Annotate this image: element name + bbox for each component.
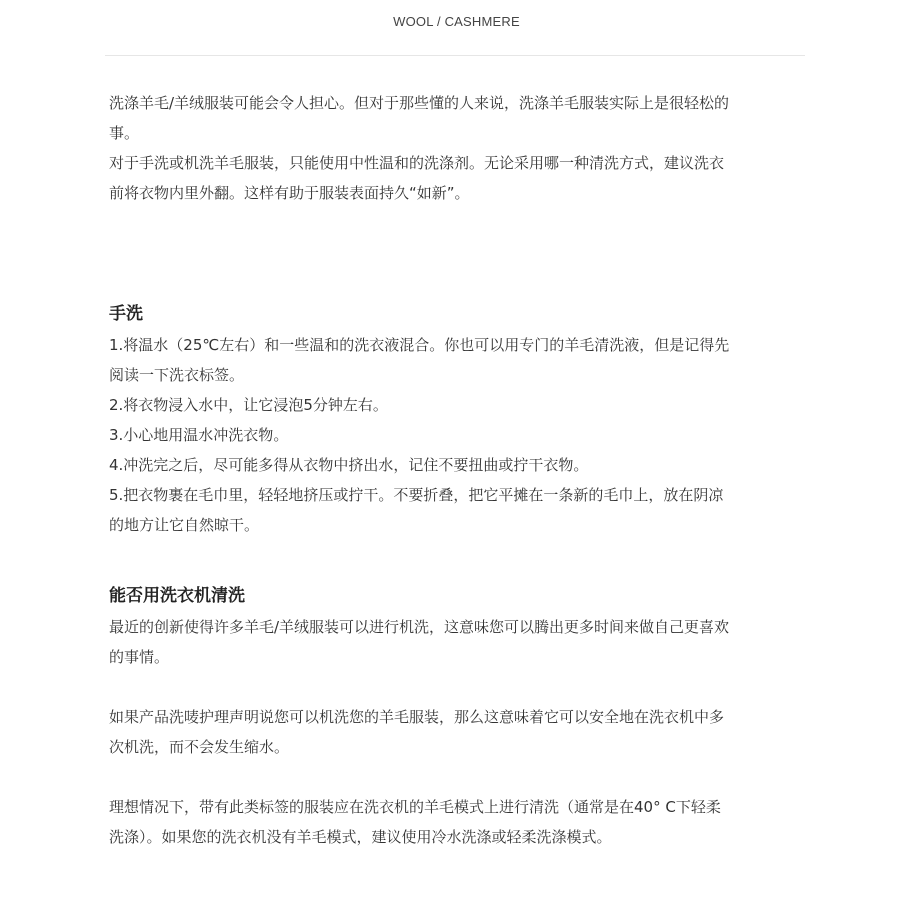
intro-line: 洗涤羊毛/羊绒服装可能会令人担心。但对于那些懂的人来说，洗涤羊毛服装实际上是很轻松的 — [109, 94, 730, 112]
machinewash-line: 最近的创新使得许多羊毛/羊绒服装可以进行机洗，这意味您可以腾出更多时间来做自己更喜欢 — [109, 618, 730, 636]
spacer — [109, 672, 809, 702]
handwash-step-line: 5.把衣物裹在毛巾里，轻轻地挤压或拧干。不要折叠，把它平摊在一条新的毛巾上，放在阴凉 — [109, 486, 724, 504]
handwash-step-line: 4.冲洗完之后，尽可能多得从衣物中挤出水，记住不要扭曲或拧干衣物。 — [109, 456, 589, 474]
page-header — [0, 0, 913, 56]
machinewash-line: 如果产品洗唛护理声明说您可以机洗您的羊毛服装，那么这意味着它可以安全地在洗衣机中多 — [109, 708, 725, 726]
machinewash-paragraph-1 — [109, 612, 809, 672]
header-divider — [105, 55, 805, 56]
machinewash-paragraph-3 — [109, 792, 809, 852]
section-machinewash — [109, 580, 809, 852]
handwash-heading: 手洗 — [109, 304, 143, 324]
intro-line: 前将衣物内里外翻。这样有助于服装表面持久“如新”。 — [109, 184, 470, 202]
machinewash-heading: 能否用洗衣机清洗 — [109, 586, 245, 606]
machinewash-line: 次机洗，而不会发生缩水。 — [109, 738, 290, 756]
machinewash-line: 的事情。 — [109, 648, 170, 666]
machinewash-line: 洗涤）。如果您的洗衣机没有羊毛模式，建议使用冷水洗涤或轻柔洗涤模式。 — [109, 828, 612, 846]
handwash-step-line: 3.小心地用温水冲洗衣物。 — [109, 426, 289, 444]
machinewash-paragraph-2 — [109, 702, 809, 762]
handwash-step-line: 1.将温水（25℃左右）和一些温和的洗衣液混合。你也可以用专门的羊毛清洗液，但是记得先 — [109, 336, 730, 354]
intro-line: 事。 — [109, 124, 140, 142]
handwash-step-line: 阅读一下洗衣标签。 — [109, 366, 245, 384]
handwash-steps — [109, 330, 809, 540]
spacer — [109, 208, 809, 298]
machinewash-line: 理想情况下，带有此类标签的服装应在洗衣机的羊毛模式上进行清洗（通常是在40° C下轻柔 — [109, 798, 721, 816]
handwash-step-line: 2.将衣物浸入水中，让它浸泡5分钟左右。 — [109, 396, 388, 414]
spacer — [109, 762, 809, 792]
article-body — [109, 88, 809, 852]
intro-paragraph — [109, 88, 809, 208]
spacer — [109, 540, 809, 580]
handwash-step-line: 的地方让它自然晾干。 — [109, 516, 260, 534]
intro-line: 对于手洗或机洗羊毛服装，只能使用中性温和的洗涤剂。无论采用哪一种清洗方式，建议洗衣 — [109, 154, 725, 172]
page-title: WOOL / CASHMERE — [393, 14, 520, 29]
section-handwash — [109, 298, 809, 540]
